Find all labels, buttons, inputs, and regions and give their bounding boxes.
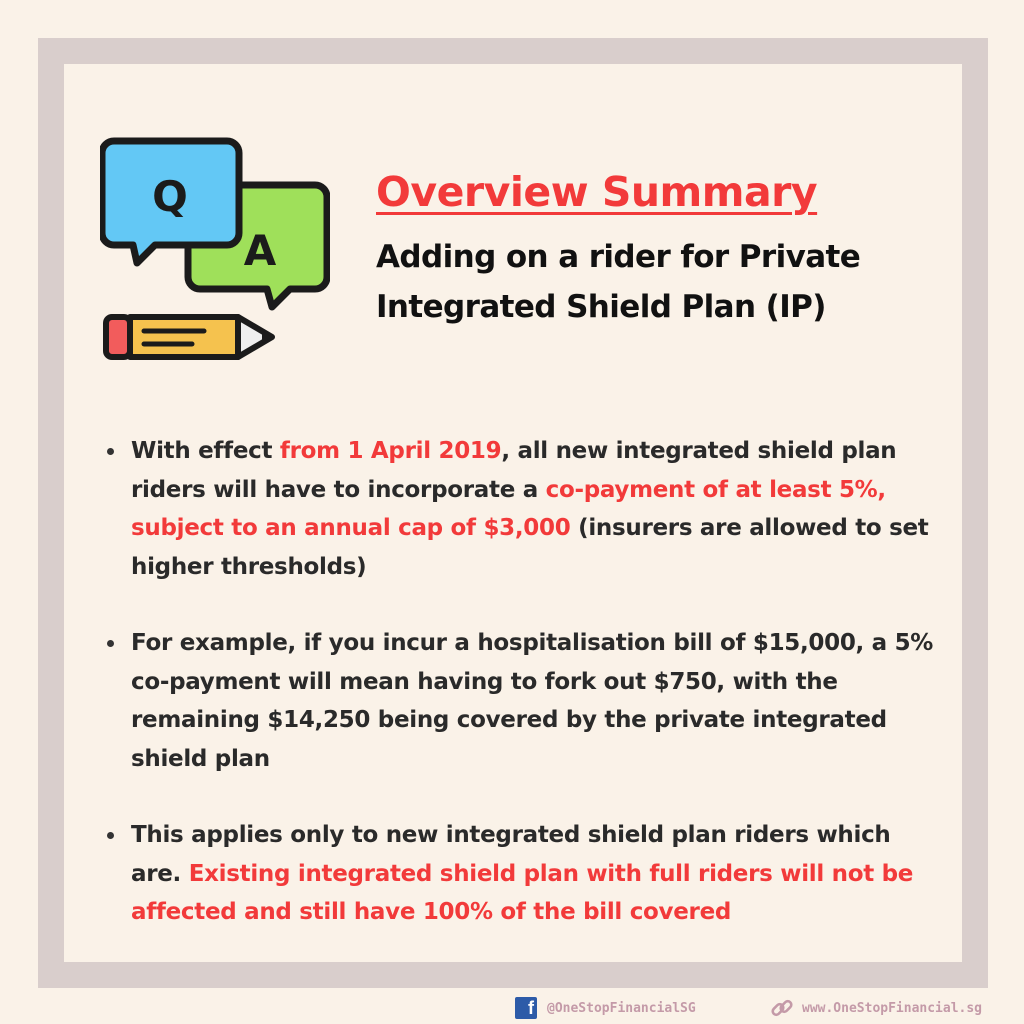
website-link[interactable]: www.OneStopFinancial.sg (802, 1000, 983, 1016)
qa-pencil-icon (100, 135, 330, 365)
page-title: Overview Summary (376, 168, 818, 216)
page-subtitle: Adding on a rider for Private Integrated Shield Plan (IP) (376, 239, 861, 325)
bullet-list (105, 432, 935, 970)
website-footer[interactable] (770, 996, 982, 1020)
bullet-effective-date: With effect from 1 April 2019, all new integrated shield plan riders will have to incorporate a co-payment of at least 5%, subject to an annual cap of $3,000 (insurers are allowed to set higher thresholds) (105, 432, 935, 586)
facebook-handle[interactable]: @OneStopFinancialSG (547, 1000, 696, 1016)
q-letter: Q (152, 172, 188, 221)
a-letter: A (243, 226, 277, 275)
bullet-applicability: This applies only to new integrated shield plan riders which are. Existing integrated shield plan with full riders will not be affected and still have 100% of the bill covered (105, 816, 935, 932)
bullet-example: For example, if you incur a hospitalisation bill of $15,000, a 5% co-payment will mean having to fork out $750, with the remaining $14,250 being covered by the private integrated shield plan (105, 624, 935, 778)
facebook-footer[interactable] (515, 996, 696, 1020)
link-icon (770, 996, 794, 1020)
facebook-icon: f (515, 997, 537, 1019)
